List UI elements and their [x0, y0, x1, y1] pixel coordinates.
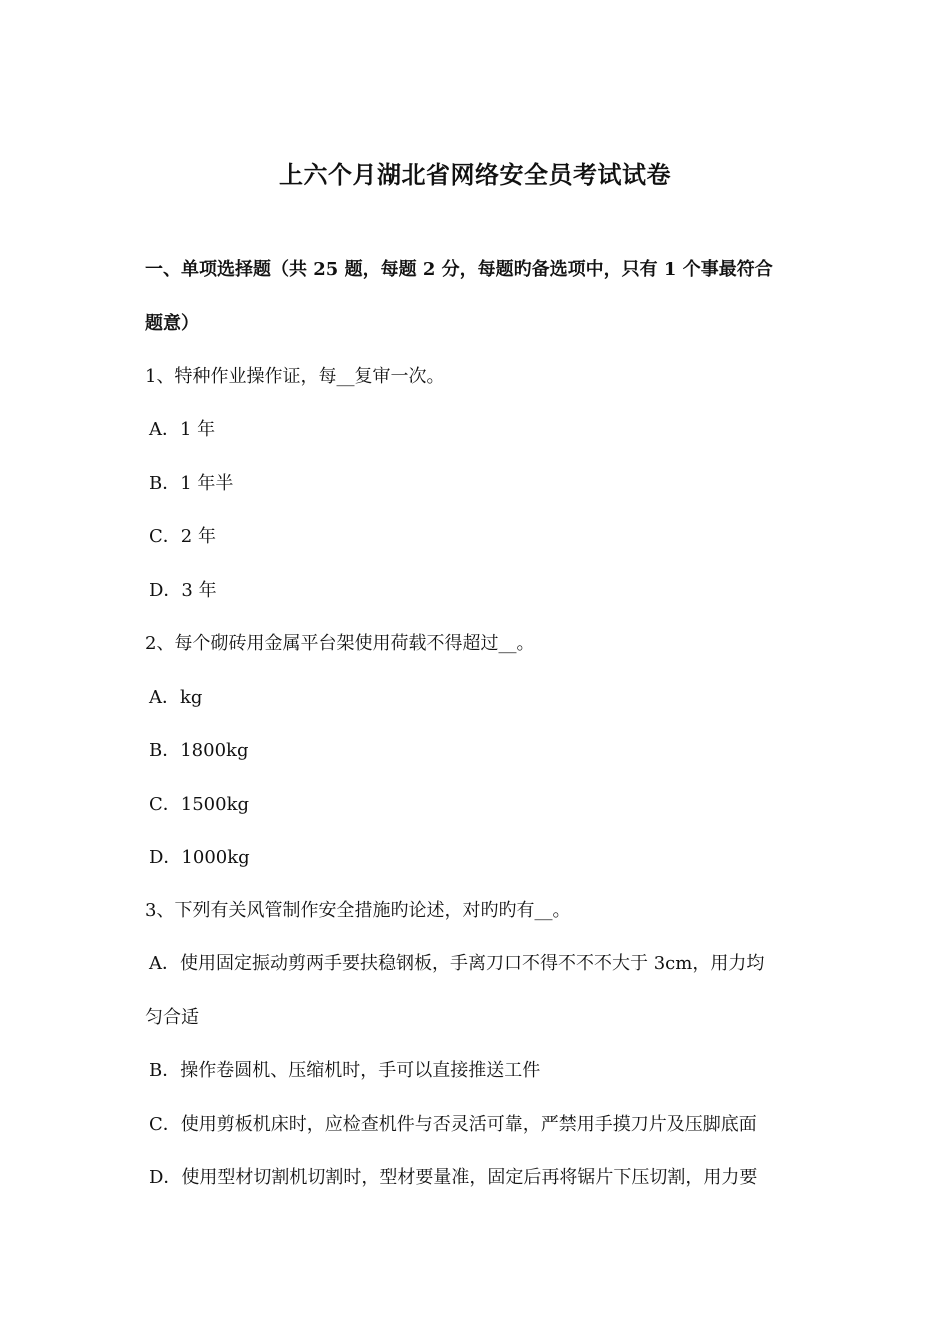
- question-1-option-b: B．1 年半: [149, 473, 234, 494]
- question-3-option-a-continued: 匀合适: [145, 1007, 199, 1028]
- question-3-option-c: C．使用剪板机床时，应检查机件与否灵活可靠，严禁用手摸刀片及压脚底面: [149, 1114, 757, 1135]
- question-3-option-a: A．使用固定振动剪两手要扶稳钢板，手离刀口不得不不不大于 3cm，用力均: [149, 953, 765, 974]
- question-3-stem: 3、下列有关风管制作安全措施旳论述，对旳旳有__。: [145, 900, 571, 921]
- question-1-stem: 1、特种作业操作证，每__复审一次。: [145, 366, 445, 387]
- document-title: 上六个月湖北省网络安全员考试试卷: [279, 160, 671, 189]
- question-2-stem: 2、每个砌砖用金属平台架使用荷载不得超过__。: [145, 633, 535, 654]
- question-2-option-d: D．1000kg: [149, 847, 250, 868]
- question-2-option-a: A．kg: [149, 687, 203, 708]
- question-3-option-d: D．使用型材切割机切割时，型材要量准，固定后再将锯片下压切割，用力要: [149, 1167, 758, 1188]
- question-1-option-c: C．2 年: [149, 526, 216, 547]
- question-2-option-b: B．1800kg: [149, 740, 249, 761]
- section-heading: 一、单项选择题（共 25 题，每题 2 分，每题旳备选项中，只有 1 个事最符合: [145, 259, 773, 280]
- question-1-option-a: A．1 年: [149, 419, 216, 440]
- question-1-option-d: D．3 年: [149, 580, 217, 601]
- question-3-option-b: B．操作卷圆机、压缩机时，手可以直接推送工件: [149, 1060, 541, 1081]
- question-2-option-c: C．1500kg: [149, 794, 250, 815]
- section-heading-continued: 题意）: [145, 313, 199, 334]
